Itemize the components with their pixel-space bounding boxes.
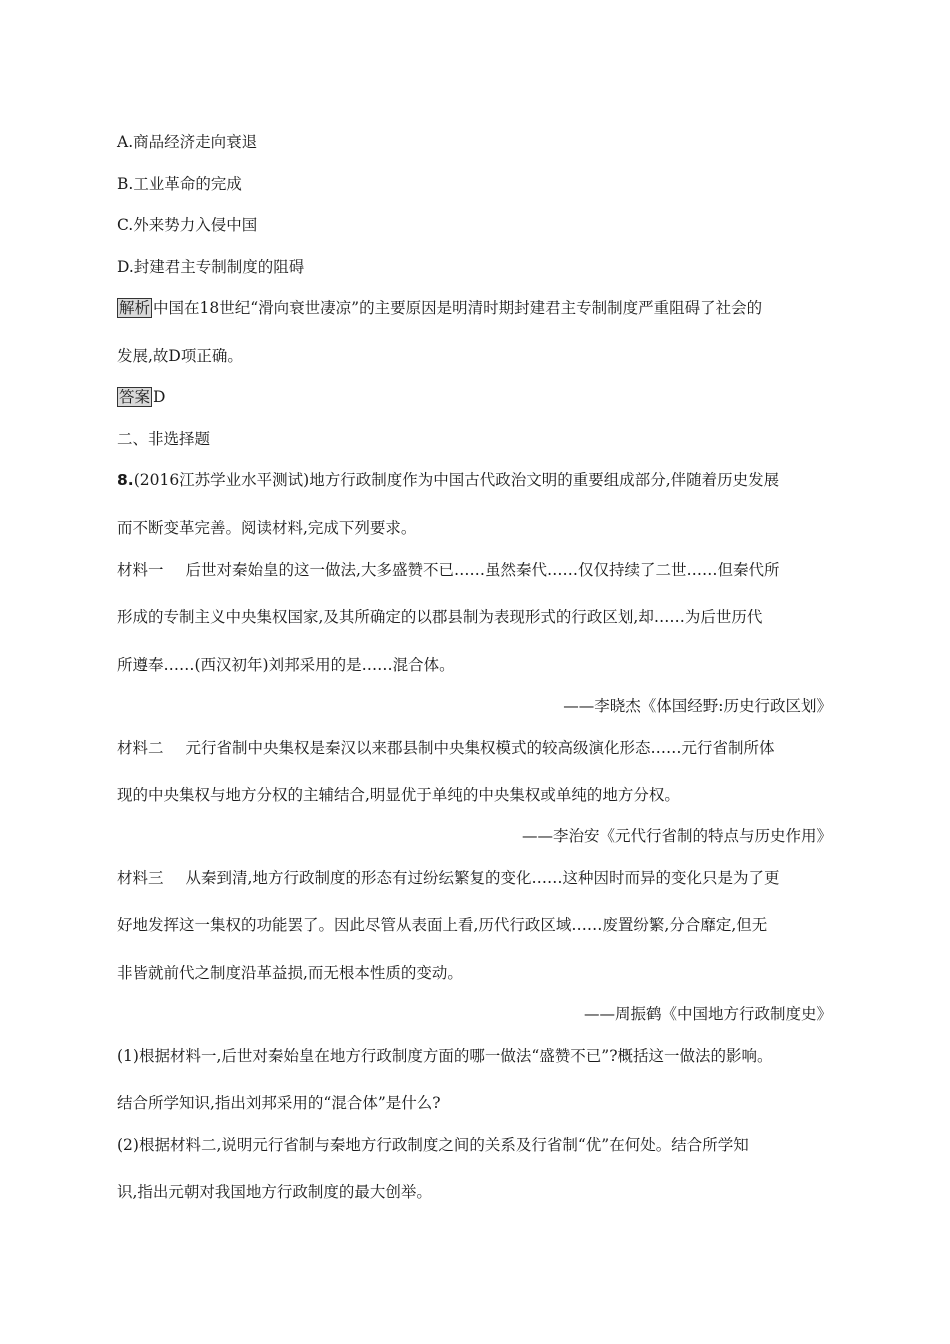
sub-question-1-line-1: (1)根据材料一,后世对秦始皇在地方行政制度方面的哪一做法“盛赞不已”?概括这一做法的影响。	[117, 1047, 773, 1065]
sub-question-2-line-1: (2)根据材料二,说明元行省制与秦地方行政制度之间的关系及行省制“优”在何处。结合所学知	[117, 1136, 749, 1154]
analysis-line-1	[117, 298, 762, 318]
material-2-label: 材料二	[117, 739, 164, 757]
material-2-line-2: 现的中央集权与地方分权的主辅结合,明显优于单纯的中央集权或单纯的地方分权。	[117, 786, 680, 804]
material-2-text-1: 元行省制中央集权是秦汉以来郡县制中央集权模式的较高级演化形态……元行省制所体	[185, 739, 775, 757]
material-1-line-3: 所遵奉……(西汉初年)刘邦采用的是……混合体。	[117, 656, 455, 674]
option-d: D.封建君主专制制度的阻碍	[117, 258, 305, 276]
material-1-label: 材料一	[117, 561, 164, 579]
analysis-line-2: 发展,故D项正确。	[117, 347, 243, 365]
option-b: B.工业革命的完成	[117, 175, 242, 193]
material-2-line-1	[117, 738, 775, 758]
question-8-text-1: (2016江苏学业水平测试)地方行政制度作为中国古代政治文明的重要组成部分,伴随着历史发展	[133, 471, 780, 489]
material-3-source: ——周振鹤《中国地方行政制度史》	[583, 1005, 832, 1023]
material-3-line-3: 非皆就前代之制度沿革益损,而无根本性质的变动。	[117, 964, 463, 982]
answer-value: D	[153, 388, 166, 406]
section-title: 二、非选择题	[117, 430, 211, 448]
option-c: C.外来势力入侵中国	[117, 216, 258, 234]
answer-label: 答案	[119, 388, 151, 406]
material-1-line-1	[117, 560, 779, 580]
sub-question-2-line-2: 识,指出元朝对我国地方行政制度的最大创举。	[117, 1183, 432, 1201]
sub-question-1-line-2: 结合所学知识,指出刘邦采用的“混合体”是什么?	[117, 1094, 441, 1112]
material-3-line-1	[117, 868, 779, 888]
material-3-label: 材料三	[117, 869, 164, 887]
question-8-line-2: 而不断变革完善。阅读材料,完成下列要求。	[117, 519, 417, 537]
answer-line	[117, 387, 165, 407]
material-2-source: ——李治安《元代行省制的特点与历史作用》	[521, 827, 832, 845]
material-1-text-1: 后世对秦始皇的这一做法,大多盛赞不已……虽然秦代……仅仅持续了二世……但秦代所	[185, 561, 780, 579]
material-3-text-1: 从秦到清,地方行政制度的形态有过纷纭繁复的变化……这种因时而异的变化只是为了更	[185, 869, 780, 887]
material-3-line-2: 好地发挥这一集权的功能罢了。因此尽管从表面上看,历代行政区域……废置纷繁,分合靡定,但无	[117, 916, 768, 934]
material-1-source: ——李晓杰《体国经野:历史行政区划》	[563, 697, 832, 715]
option-a: A.商品经济走向衰退	[117, 133, 258, 151]
question-8-line-1	[117, 470, 779, 490]
analysis-label: 解析	[119, 299, 151, 317]
analysis-text-1: 中国在18世纪“滑向衰世凄凉”的主要原因是明清时期封建君主专制制度严重阻碍了社会的	[153, 299, 763, 317]
material-1-line-2: 形成的专制主义中央集权国家,及其所确定的以郡县制为表现形式的行政区划,却……为后世历代	[117, 608, 763, 626]
question-number: 8.	[117, 471, 134, 489]
